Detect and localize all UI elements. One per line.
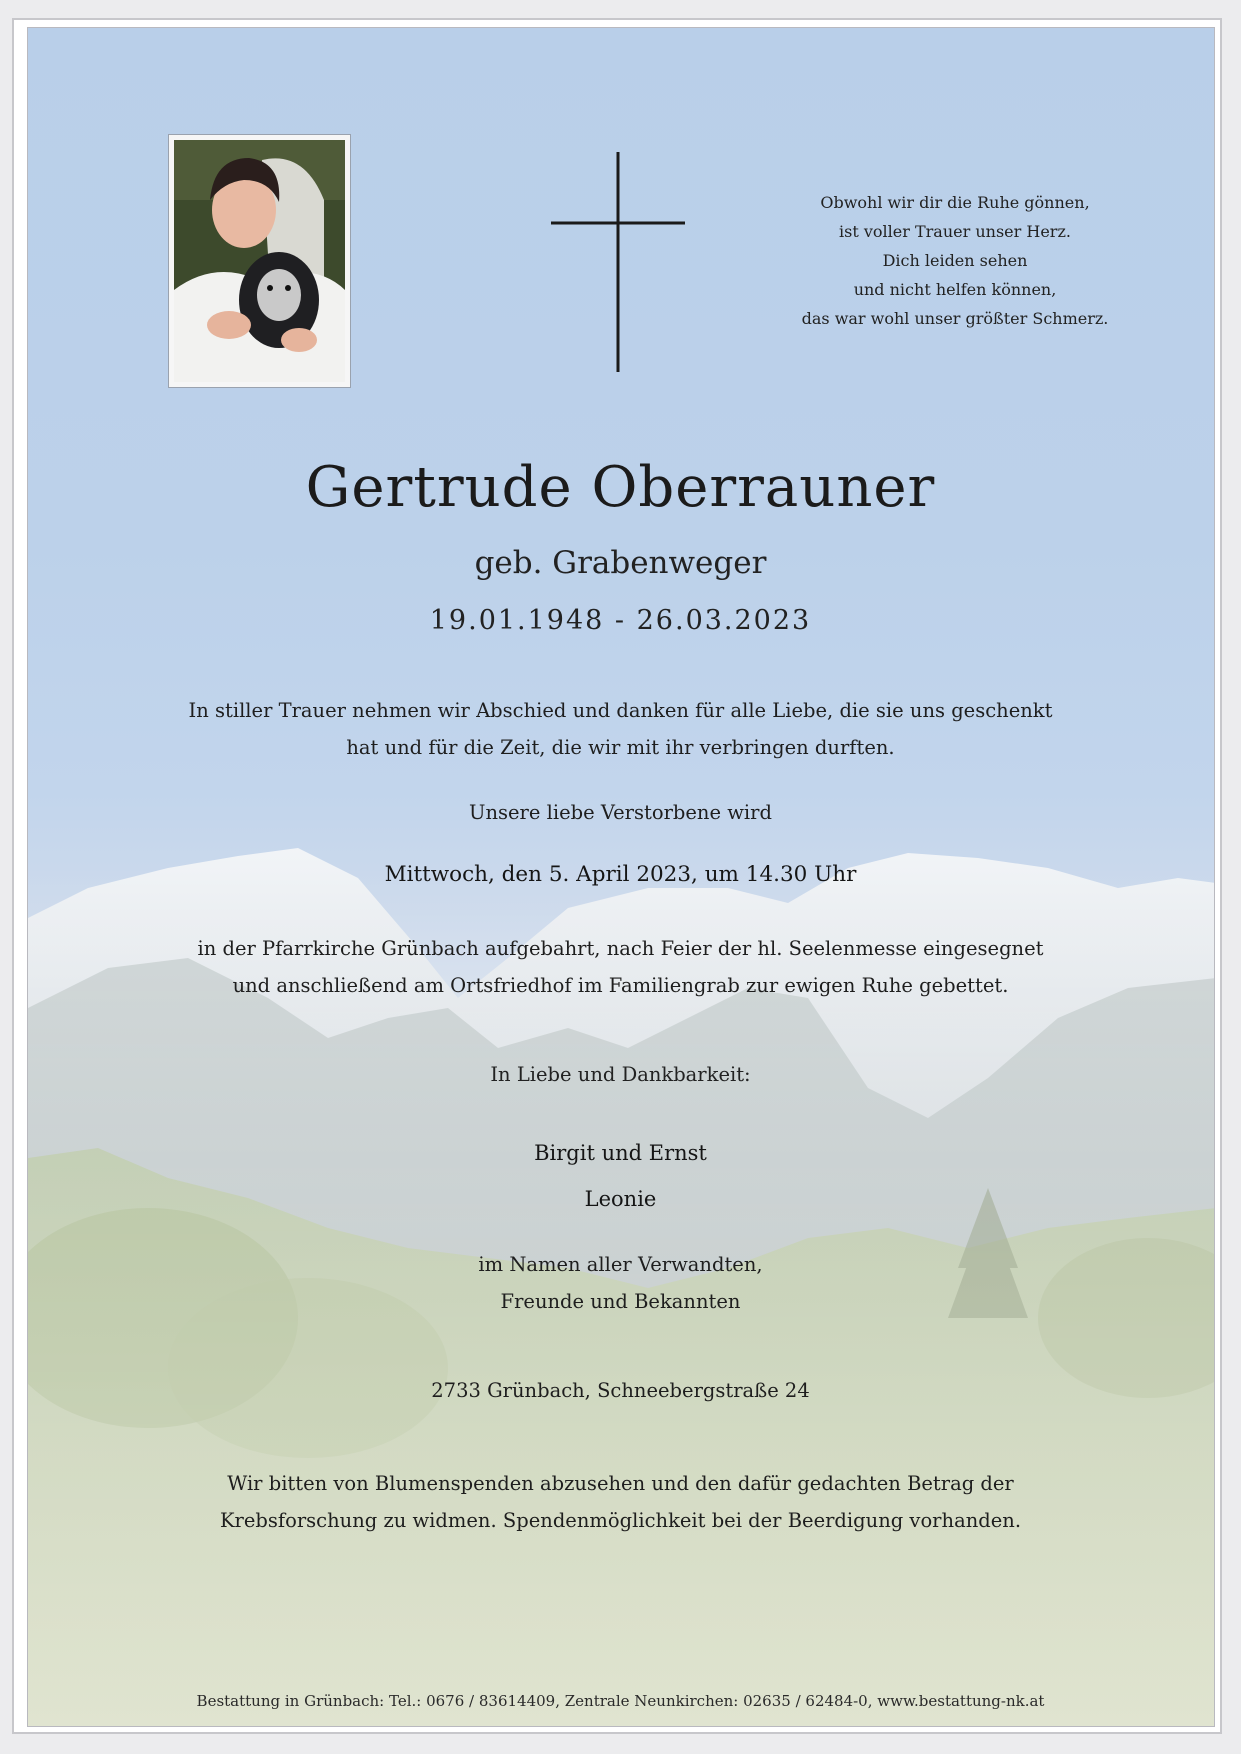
poem-line: und nicht helfen können, [853,280,1057,299]
donation-line: Krebsforschung zu widmen. Spendenmöglichkeit bei der Beerdigung vorhanden. [219,1509,1022,1532]
memorial-poem [780,188,1130,333]
mourner-name: Leonie [584,1187,657,1211]
relatives-line: Freunde und Bekannten [500,1290,741,1313]
relatives-note [0,1246,1241,1320]
poem-line: das war wohl unser größter Schmerz. [801,309,1109,328]
mourners-list [0,1130,1241,1222]
funeral-home-footer: Bestattung in Grünbach: Tel.: 0676 / 83614409, Zentrale Neunkirchen: 02635 / 62484-0, www.bestattung-nk.at [196,1692,1045,1710]
relatives-line: im Namen aller Verwandten, [478,1253,763,1276]
poem-line: Obwohl wir dir die Ruhe gönnen, [820,193,1090,212]
intro-line: In stiller Trauer nehmen wir Abschied und danken für alle Liebe, die sie uns geschenkt [188,699,1053,722]
mourner-name: Birgit und Ernst [534,1141,707,1165]
donation-line: Wir bitten von Blumenspenden abzusehen und den dafür gedachten Betrag der [227,1472,1014,1495]
address: 2733 Grünbach, Schneebergstraße 24 [431,1379,810,1402]
poem-line: ist voller Trauer unser Herz. [839,222,1071,241]
ceremony-line: und anschließend am Ortsfriedhof im Familiengrab zur ewigen Ruhe gebettet. [232,974,1009,997]
donation-note [0,1465,1241,1539]
life-dates: 19.01.1948 - 26.03.2023 [429,605,812,636]
closing-phrase: In Liebe und Dankbarkeit: [490,1063,751,1086]
portrait-photo [168,134,351,388]
intro-text [0,692,1241,766]
announcement: Unsere liebe Verstorbene wird [469,801,772,824]
maiden-name: geb. Grabenweger [474,545,767,581]
ceremony-details [0,930,1241,1004]
ceremony-line: in der Pfarrkirche Grünbach aufgebahrt, nach Feier der hl. Seelenmesse eingesegnet [197,937,1044,960]
deceased-name: Gertrude Oberrauner [305,455,936,520]
poem-line: Dich leiden sehen [882,251,1028,270]
intro-line: hat und für die Zeit, die wir mit ihr verbringen durften. [346,736,895,759]
ceremony-date: Mittwoch, den 5. April 2023, um 14.30 Uhr [384,862,857,887]
cross-icon [551,152,685,372]
